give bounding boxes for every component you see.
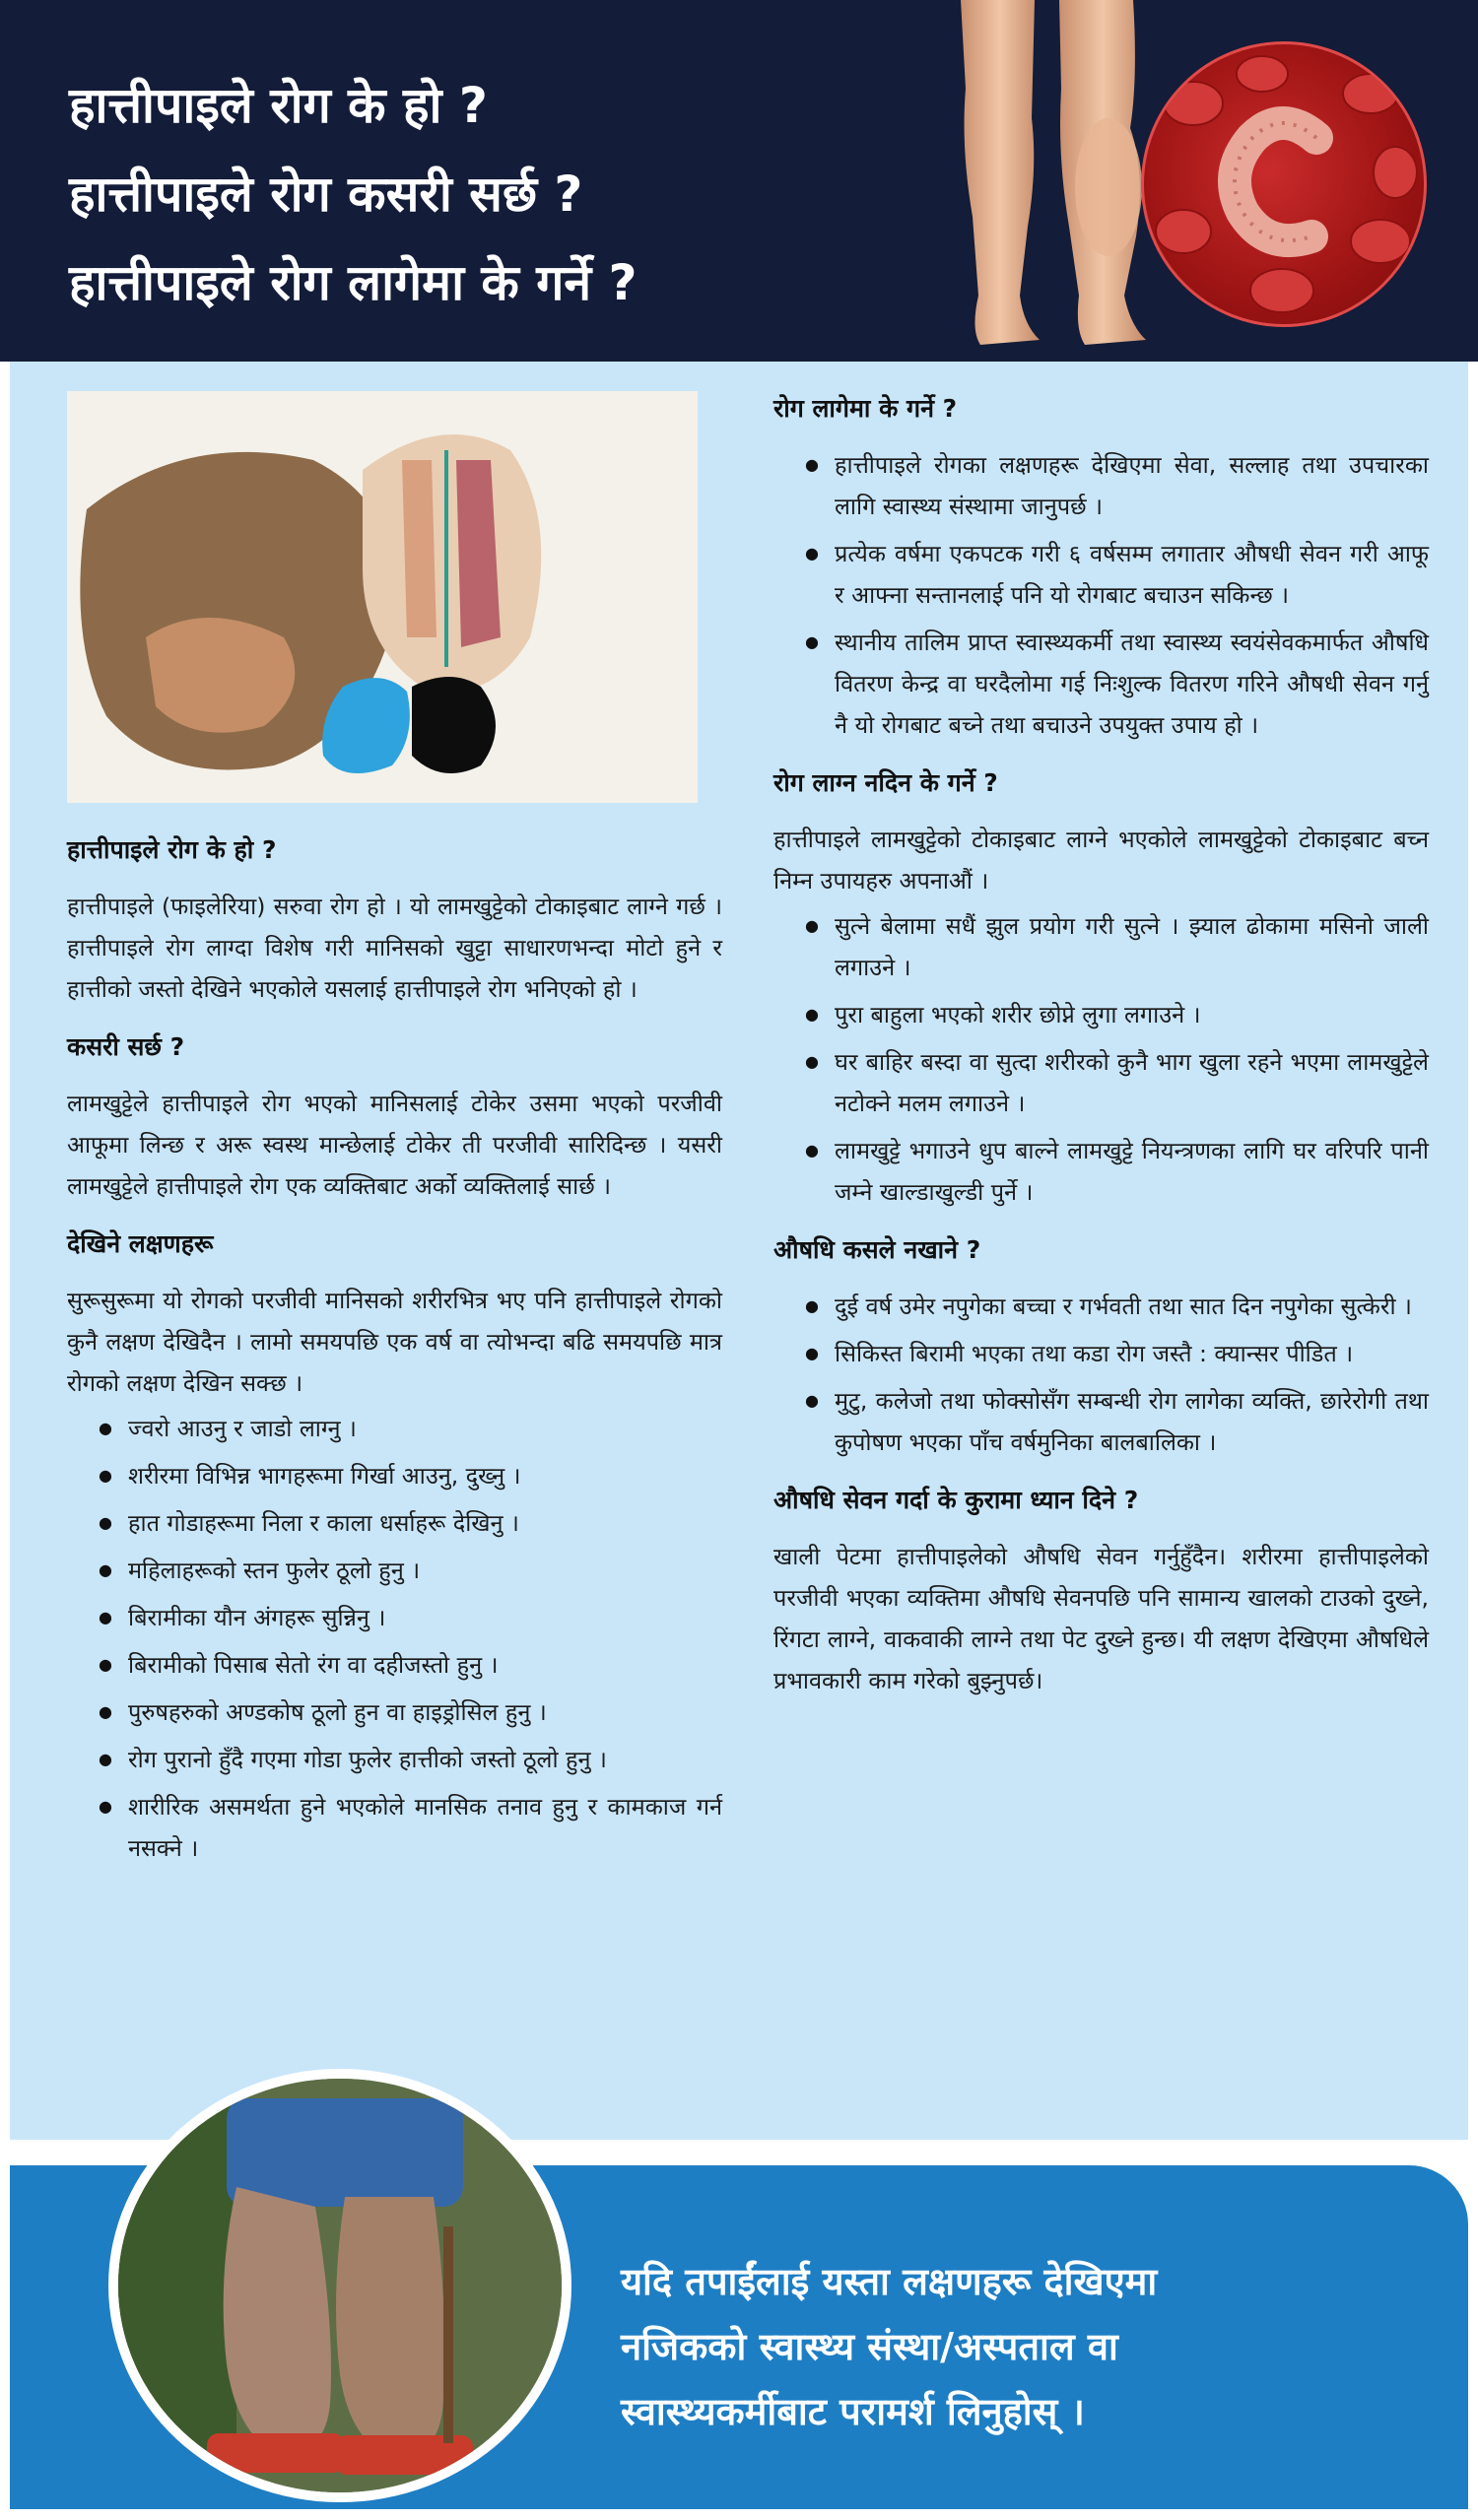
right-column (773, 391, 1429, 1701)
symptoms-list (67, 1408, 722, 1869)
header-titles (69, 61, 638, 327)
who-not-list (773, 1286, 1429, 1463)
header-title-3: हात्तीपाइले रोग लागेमा के गर्ने ? (69, 254, 638, 311)
list-item: ● बिरामीका यौन अंगहरू सुन्निनु । (99, 1597, 722, 1638)
who-not-heading: औषधि कसले नखाने ? (773, 1235, 981, 1264)
swollen-legs-illustration (921, 0, 1177, 355)
what-is-heading: हात्तीपाइले रोग के हो ? (67, 835, 277, 864)
footer-line-2: नजिकको स्वास्थ्य संस्था/अस्पताल वा (621, 2325, 1118, 2368)
list-item: ● मुटु, कलेजो तथा फोक्सोसँग सम्बन्धी रोग लागेका व्यक्ति, छारेरोगी तथा कुपोषण भएका पाँच वर्षमुनिका बालबालिका । (805, 1380, 1429, 1463)
list-item: ● पुरा बाहुला भएको शरीर छोप्ने लुगा लगाउने । (805, 994, 1429, 1035)
header-title-1: हात्तीपाइले रोग के हो ? (69, 77, 488, 134)
if-infected-list (773, 444, 1429, 746)
list-item: ● बिरामीको पिसाब सेतो रंग वा दहीजस्तो हुनु । (99, 1644, 722, 1686)
photo-collage (67, 391, 698, 803)
swollen-feet-photo (67, 391, 698, 803)
list-item: ● स्थानीय तालिम प्राप्त स्वास्थ्यकर्मी तथा स्वास्थ्य स्वयंसेवकमार्फत औषधि वितरण केन्द्र वा घरदैलोमा गई निःशुल्क वितरण गरिने औषधी सेवन गर्नु नै यो रोगबाट बच्ने तथा बचाउने उपयुक्त उपाय हो । (805, 622, 1429, 746)
how-spread-heading: कसरी सर्छ ? (67, 1032, 185, 1061)
list-item: ● ज्वरो आउनु र जाडो लाग्नु । (99, 1408, 722, 1449)
patient-illustration (118, 2079, 562, 2492)
list-item: ● शरीरमा विभिन्न भागहरूमा गिर्खा आउनु, दुख्नु । (99, 1455, 722, 1496)
symptoms-text: सुरूसुरूमा यो रोगको परजीवी मानिसको शरीरभित्र भए पनि हात्तीपाइले रोगको कुनै लक्षण देखिदैन । लामो समयपछि एक वर्ष वा त्योभन्दा बढि समयपछि मात्र रोगको लक्षण देखिन सक्छ । (67, 1287, 722, 1397)
what-is-text: हात्तीपाइले (फाइलेरिया) सरुवा रोग हो । यो लामखुट्टेको टोकाइबाट लाग्ने गर्छ । हात्तीपाइले रोग लाग्दा विशेष गरी मानिसको खुट्टा साधारणभन्दा मोटो हुने र हात्तीको जस्तो देखिने भएकोले यसलाई हात्तीपाइले रोग भनिएको हो । (67, 893, 722, 1003)
footer-line-1: यदि तपाईंलाई यस्ता लक्षणहरू देखिएमा (621, 2260, 1158, 2303)
main-content (10, 362, 1468, 2140)
list-item: ● महिलाहरूको स्तन फुलेर ठूलो हुनु । (99, 1550, 722, 1591)
list-item: ● प्रत्येक वर्षमा एकपटक गरी ६ वर्षसम्म लगातार औषधी सेवन गरी आफू र आफ्ना सन्तानलाई पनि यो रोगबाट बचाउन सकिन्छ । (805, 533, 1429, 616)
list-item: ● सुत्ने बेलामा सधैं झुल प्रयोग गरी सुत्ने । झ्याल ढोकामा मसिनो जाली लगाउने । (805, 905, 1429, 988)
list-item: ● हात गोडाहरूमा निला र काला धर्साहरू देखिनु । (99, 1502, 722, 1544)
prevention-list (773, 905, 1429, 1213)
list-item: ● रोग पुरानो हुँदै गएमा गोडा फुलेर हात्तीको जस्तो ठूलो हुनु । (99, 1739, 722, 1780)
attention-text: खाली पेटमा हात्तीपाइलेको औषधि सेवन गर्नुहुँदैन। शरीरमा हात्तीपाइलेको परजीवी भएका व्यक्तिमा औषधि सेवनपछि पनि सामान्य खालको टाउको दुख्ने, रिंगटा लाग्ने, वाकवाकी लाग्ने तथा पेट दुख्ने हुन्छ। यी लक्षण देखिएमा औषधिले प्रभावकारी काम गरेको बुझ्नुपर्छ। (773, 1543, 1429, 1694)
prevention-text: हात्तीपाइले लामखुट्टेको टोकाइबाट लाग्ने भएकोले लामखुट्टेको टोकाइबाट बच्न निम्न उपायहरु अपनाऔं । (773, 826, 1429, 895)
list-item: ● घर बाहिर बस्दा वा सुत्दा शरीरको कुनै भाग खुला रहने भएमा लामखुट्टेले नटोक्ने मलम लगाउने । (805, 1041, 1429, 1124)
left-column (67, 391, 722, 1875)
prevention-heading: रोग लाग्न नदिन के गर्ने ? (773, 768, 998, 797)
list-item: ● पुरुषहरुको अण्डकोष ठूलो हुन वा हाइड्रोसिल हुनु । (99, 1691, 722, 1733)
list-item: ● हात्तीपाइले रोगका लक्षणहरू देखिएमा सेवा, सल्लाह तथा उपचारका लागि स्वास्थ्य संस्थामा जानुपर्छ । (805, 444, 1429, 527)
symptoms-heading: देखिने लक्षणहरू (67, 1229, 214, 1258)
list-item: ● लामखुट्टे भगाउने धुप बाल्ने लामखुट्टे नियन्त्रणका लागि घर वरिपरि पानी जम्ने खाल्डाखुल्डी पुर्ने । (805, 1130, 1429, 1213)
list-item: ● दुई वर्ष उमेर नपुगेका बच्चा र गर्भवती तथा सात दिन नपुगेका सुत्केरी । (805, 1286, 1429, 1327)
how-spread-text: लामखुट्टेले हात्तीपाइले रोग भएको मानिसलाई टोकेर उसमा भएको परजीवी आफूमा लिन्छ र अरू स्वस्थ मान्छेलाई टोकेर ती परजीवी सारिदिन्छ । यसरी लामखुट्टेले हात्तीपाइले रोग एक व्यक्तिबाट अर्को व्यक्तिलाई सार्छ । (67, 1090, 722, 1200)
footer-line-3: स्वास्थ्यकर्मीबाट परामर्श लिनुहोस् । (621, 2390, 1085, 2433)
list-item: ● सिकिस्त बिरामी भएका तथा कडा रोग जस्तै : क्यान्सर पीडित । (805, 1333, 1429, 1374)
elephantiasis-patient-photo (108, 2069, 571, 2502)
parasite-blood-circle (1141, 41, 1427, 327)
blood-cells-illustration (1144, 44, 1427, 327)
header-banner (0, 0, 1478, 362)
if-infected-heading: रोग लागेमा के गर्ने ? (773, 394, 958, 423)
list-item: ● शारीरिक असमर्थता हुने भएकोले मानसिक तनाव हुनु र कामकाज गर्न नसक्ने । (99, 1786, 722, 1869)
header-title-2: हात्तीपाइले रोग कसरी सर्छ ? (69, 166, 583, 223)
footer-message (621, 2249, 1439, 2444)
attention-heading: औषधि सेवन गर्दा के कुरामा ध्यान दिने ? (773, 1486, 1139, 1514)
